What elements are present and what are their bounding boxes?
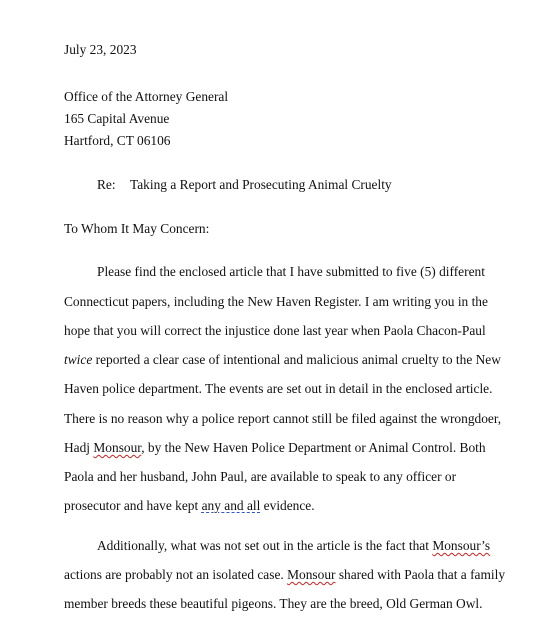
- paragraph-1-line: Haven police department. The events are set out in detail in the enclosed article.: [64, 381, 493, 396]
- paragraph-1-text: evidence.: [260, 498, 315, 513]
- paragraph-1-text: reported a clear case of intentional and malicious animal cruelty to the New: [92, 352, 501, 367]
- paragraph-2-text: actions are probably not an isolated case.: [64, 567, 288, 582]
- spellcheck-flagged-word[interactable]: Monsour: [287, 567, 336, 582]
- paragraph-2-text: shared with Paola that a family: [335, 567, 506, 582]
- emphasis-twice: twice: [64, 352, 93, 367]
- recipient-line-3: Hartford, CT 06106: [64, 133, 171, 148]
- paragraph-2-line: [64, 567, 505, 583]
- recipient-line-1: Office of the Attorney General: [64, 89, 229, 104]
- paragraph-1-line: [64, 440, 486, 456]
- paragraph-2-line: member breeds these beautiful pigeons. They are the breed, Old German Owl.: [64, 596, 483, 611]
- grammar-flagged-phrase[interactable]: any and all: [201, 498, 261, 513]
- paragraph-1-text: Hadj: [64, 440, 94, 455]
- re-subject: Taking a Report and Prosecuting Animal Cruelty: [130, 177, 392, 192]
- paragraph-1-line: [64, 352, 501, 368]
- paragraph-1-line: Please find the enclosed article that I have submitted to five (5) different: [97, 264, 485, 279]
- recipient-line-2: 165 Capital Avenue: [64, 111, 170, 126]
- salutation: To Whom It May Concern:: [64, 221, 210, 236]
- re-label: Re:: [97, 177, 116, 192]
- paragraph-1-text: prosecutor and have kept: [64, 498, 202, 513]
- paragraph-1-line: hope that you will correct the injustice done last year when Paola Chacon-Paul: [64, 323, 486, 338]
- paragraph-1-text: , by the New Haven Police Department or Animal Control. Both: [141, 440, 486, 455]
- letter-date: July 23, 2023: [64, 42, 137, 57]
- paragraph-1-line: [64, 498, 315, 514]
- spellcheck-flagged-word[interactable]: Monsour: [93, 440, 142, 455]
- paragraph-2-text: Additionally, what was not set out in the article is the fact that: [97, 538, 433, 553]
- spellcheck-flagged-word[interactable]: Monsour’s: [432, 538, 491, 553]
- paragraph-1-line: There is no reason why a police report cannot still be filed against the wrongdoer,: [64, 411, 502, 426]
- paragraph-2-line: [97, 538, 490, 554]
- paragraph-1-line: Paola and her husband, John Paul, are available to speak to any officer or: [64, 469, 457, 484]
- paragraph-1-line: Connecticut papers, including the New Haven Register. I am writing you in the: [64, 294, 488, 309]
